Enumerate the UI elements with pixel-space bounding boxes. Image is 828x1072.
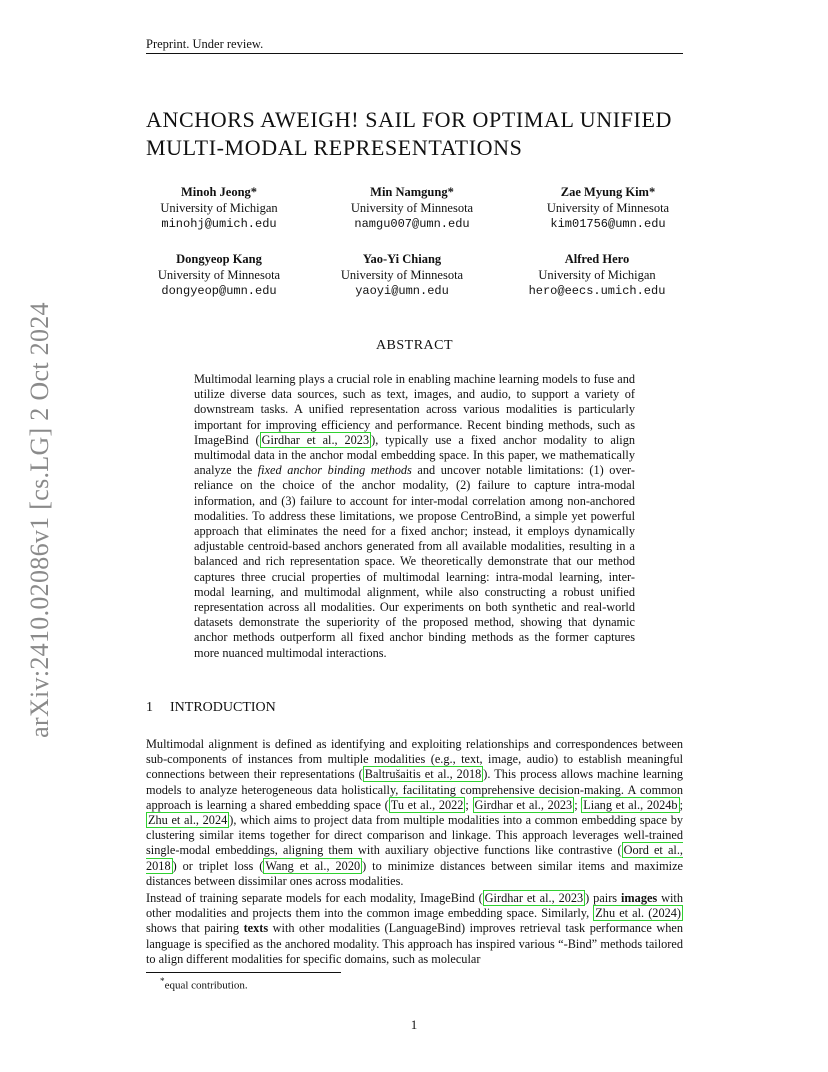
paragraph-text: ), which aims to project data from multiple modalities into a common embedding space by clustering similar items together for direct comparison and linkage. This approach leverages well-trained single-modal embeddings, aligning them with auxiliary objective functions like contrastive ( bbox=[146, 813, 684, 858]
author-name: Alfred Hero bbox=[564, 252, 630, 266]
author-name: Minoh Jeong* bbox=[180, 185, 258, 199]
section-title: INTRODUCTION bbox=[170, 700, 276, 715]
intro-paragraph bbox=[146, 891, 683, 967]
citation-link[interactable]: Liang et al., 2024b bbox=[583, 797, 678, 812]
paragraph-text: ; bbox=[574, 797, 582, 812]
author-block bbox=[312, 184, 512, 232]
abstract-text-part: ), typically use a fixed anchor modality to align multimodal data in the anchor modal embedding space. In this paper, we mathematically analyze the bbox=[194, 432, 635, 478]
section-number: 1 bbox=[146, 700, 153, 715]
author-email[interactable]: dongyeop@umn.edu bbox=[161, 284, 277, 298]
paragraph-text: ) or triplet loss ( bbox=[172, 858, 264, 873]
author-email[interactable]: minohj@umich.edu bbox=[161, 217, 277, 231]
abstract-text-part: and uncover notable limitations: (1) over-reliance on the choice of the anchor modality, (2) failure to capture intra-modal information, and (3) failure to account for inter-modal correlation among non-anchored modalities. To address these limitations, we propose CentroBind, a simple yet powerful approach that eliminates the need for a fixed anchor; instead, it employs dynamically adjustable centroid-based anchors generated from all available modalities, resulting in a balanced and rich representation space. We theoretically demonstrate that our method captures three crucial properties of multimodal learning: intra-modal learning, inter-modal learning, and multimodal alignment, while also constructing a robust unified representation across all modalities. Our experiments on both synthetic and real-world datasets demonstrate the superiority of the proposed method, showing that dynamic anchor methods outperform all fixed anchor binding methods as the former captures more nuanced multimodal interactions. bbox=[194, 463, 636, 660]
running-head: Preprint. Under review. bbox=[146, 37, 264, 51]
citation-link[interactable]: Girdhar et al., 2023 bbox=[474, 797, 573, 812]
citation-link[interactable]: Girdhar et al., 2023 bbox=[261, 432, 370, 447]
author-affiliation: University of Michigan bbox=[538, 268, 656, 282]
footnote bbox=[160, 976, 248, 992]
abstract-text-part: Multimodal learning plays a crucial role in enabling machine learning models to fuse and utilize diverse data sources, such as text, images, and audio, to support a variety of downstream tasks. A unified representation across various modalities is particularly important for improving efficiency and performance. Recent binding methods, such as ImageBind ( bbox=[194, 372, 635, 447]
paper-title bbox=[146, 106, 706, 162]
paragraph-text: ) pairs bbox=[585, 891, 622, 905]
page-number: 1 bbox=[410, 1017, 418, 1032]
paragraph-text: ; bbox=[679, 797, 683, 812]
abstract-body bbox=[194, 372, 635, 661]
citation-link[interactable]: Girdhar et al., 2023 bbox=[484, 891, 584, 905]
abstract-heading: ABSTRACT bbox=[375, 338, 454, 353]
header-rule bbox=[146, 53, 683, 54]
author-block bbox=[302, 251, 502, 299]
intro-paragraph bbox=[146, 737, 683, 889]
citation-link[interactable]: Tu et al., 2022 bbox=[390, 797, 464, 812]
title-line-1: ANCHORS AWEIGH! SAIL FOR OPTIMAL UNIFIED bbox=[146, 107, 672, 132]
author-block bbox=[497, 251, 697, 299]
author-block bbox=[119, 251, 319, 299]
footnote-text: equal contribution. bbox=[164, 979, 248, 992]
title-line-2: MULTI-MODAL REPRESENTATIONS bbox=[146, 135, 523, 160]
paragraph-text: with other modalities and projects them into the common image embedding space. Similarly, bbox=[146, 891, 683, 921]
author-email[interactable]: yaoyi@umn.edu bbox=[355, 284, 449, 298]
paragraph-text: Instead of training separate models for each modality, ImageBind ( bbox=[146, 891, 483, 905]
citation-link[interactable]: Zhu et al., 2024 bbox=[148, 813, 228, 828]
author-name: Dongyeop Kang bbox=[176, 252, 262, 266]
paragraph-text: Multimodal alignment is defined as identifying and exploiting relationships and correspondences between sub-components of instances from multiple modalities (e.g., text, image, audio) to establish meaningful connections between their representations ( bbox=[146, 737, 683, 782]
citation-link[interactable]: Oord et al., 2018 bbox=[146, 843, 683, 873]
citation-link[interactable]: Wang et al., 2020 bbox=[265, 858, 361, 873]
author-affiliation: University of Minnesota bbox=[350, 201, 474, 215]
paragraph-text: shows that pairing bbox=[146, 921, 244, 936]
bold-term: texts bbox=[243, 921, 269, 936]
paragraph-text: ) to minimize distances between similar items and maximize distances between dissimilar ones across modalities. bbox=[146, 858, 683, 888]
author-name: Yao-Yi Chiang bbox=[362, 252, 442, 266]
arxiv-stamp: arXiv:2410.02086v1 [cs.LG] 2 Oct 2024 bbox=[25, 302, 54, 738]
citation-link[interactable]: Baltrušaitis et al., 2018 bbox=[364, 767, 482, 782]
author-affiliation: University of Michigan bbox=[160, 201, 278, 215]
author-block bbox=[119, 184, 319, 232]
author-email[interactable]: namgu007@umn.edu bbox=[354, 217, 470, 231]
author-affiliation: University of Minnesota bbox=[157, 268, 281, 282]
author-email[interactable]: hero@eecs.umich.edu bbox=[528, 284, 666, 298]
paragraph-text: ). This process allows machine learning models to analyze heterogeneous data holistically, facilitating comprehensive decision-making. A common approach is learning a shared embedding space ( bbox=[146, 767, 683, 812]
author-name: Zae Myung Kim* bbox=[560, 185, 656, 199]
author-affiliation: University of Minnesota bbox=[340, 268, 464, 282]
author-block bbox=[508, 184, 708, 232]
footnote-rule bbox=[146, 972, 341, 973]
bold-term: images bbox=[621, 891, 658, 905]
paragraph-text: with other modalities (LanguageBind) improves retrieval task performance when language is specified as the anchored modality. This approach has inspired various “-Bind” methods tailored to align different modalities for specific domains, such as molecular bbox=[146, 921, 683, 966]
citation-link[interactable]: Zhu et al. (2024) bbox=[595, 906, 681, 921]
author-affiliation: University of Minnesota bbox=[546, 201, 670, 215]
author-email[interactable]: kim01756@umn.edu bbox=[550, 217, 666, 231]
paragraph-text: ; bbox=[465, 797, 473, 812]
section-heading bbox=[146, 700, 276, 716]
footnote-mark: * bbox=[160, 976, 165, 986]
abstract-emphasis: fixed anchor binding methods bbox=[257, 463, 412, 478]
author-name: Min Namgung* bbox=[370, 185, 454, 199]
